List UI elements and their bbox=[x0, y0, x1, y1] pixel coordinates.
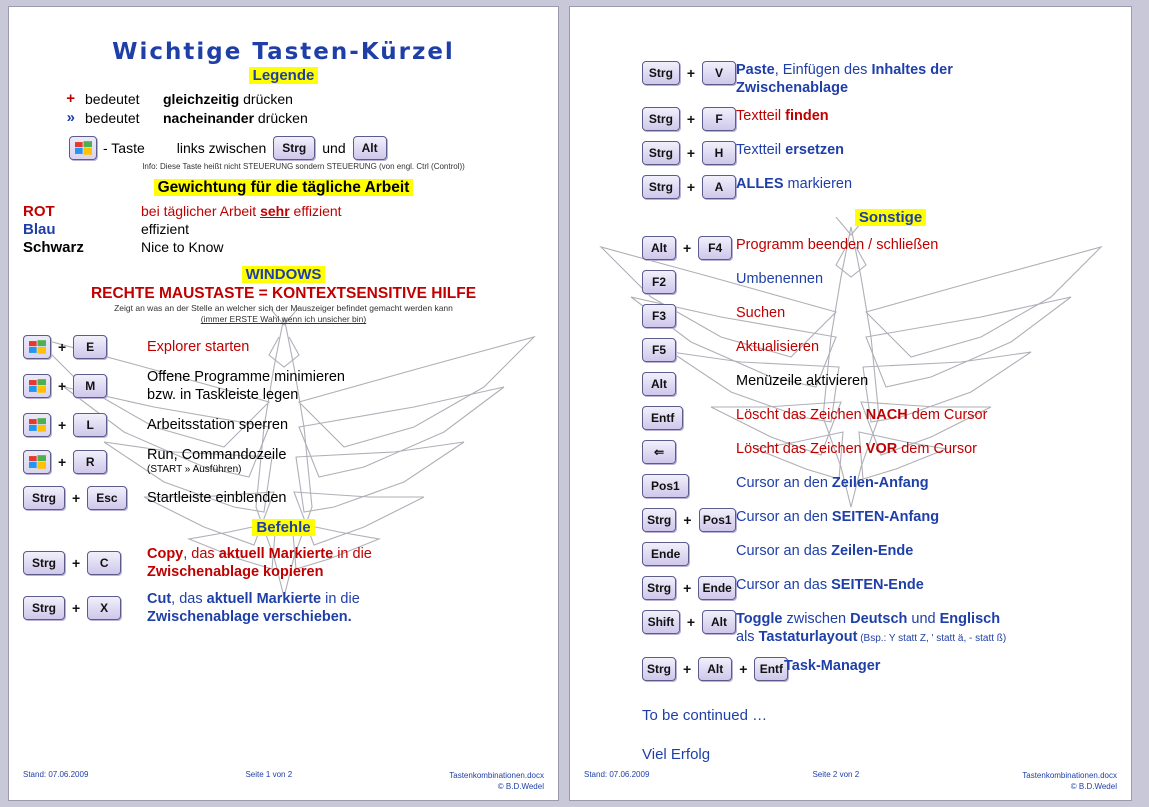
shortcut-row bbox=[584, 141, 1117, 165]
weighting-row bbox=[23, 203, 544, 220]
plus-sign: + bbox=[686, 179, 695, 196]
shortcut-description: Aktualisieren bbox=[736, 339, 820, 356]
weighting-label: Schwarz bbox=[23, 239, 84, 256]
shortcut-row bbox=[23, 446, 544, 477]
shortcut-row bbox=[584, 175, 1117, 199]
shortcut-description: Offene Programme minimieren bzw. in Taskleiste legen bbox=[147, 368, 345, 404]
shortcut-keys bbox=[584, 406, 736, 430]
other-section-heading: Sonstige bbox=[584, 209, 1117, 226]
shortcut-description: Run, Commandozeile (START » Ausführen) bbox=[147, 447, 287, 476]
shortcut-keys bbox=[23, 335, 147, 359]
footer-file: Tastenkombinationen.docx © B.D.Wedel bbox=[1022, 770, 1117, 791]
key-strg[interactable]: Strg bbox=[642, 61, 680, 85]
key-backspace[interactable]: ⇐ bbox=[642, 440, 676, 464]
shortcut-row bbox=[584, 338, 1117, 362]
key-r[interactable]: R bbox=[73, 450, 107, 474]
page-1 bbox=[8, 6, 559, 801]
key-x[interactable]: X bbox=[87, 596, 121, 620]
windows-key-note: Info: Diese Taste heißt nicht STEUERUNG sondern STEUERUNG (von engl. Ctrl (Control)) bbox=[142, 162, 465, 171]
shortcut-keys bbox=[23, 450, 147, 474]
toggle-description: Toggle zwischen Deutsch und Englisch als Tastaturlayout (Bsp.: Y statt Z, ' statt ä, - statt ß) bbox=[736, 611, 1007, 646]
legend-row bbox=[23, 90, 544, 107]
page-footer bbox=[23, 770, 544, 792]
shortcut-keys bbox=[584, 141, 736, 165]
shortcut-keys bbox=[584, 440, 736, 464]
key-alt[interactable]: Alt bbox=[642, 372, 676, 396]
shortcut-description: Textteil finden bbox=[736, 108, 829, 125]
windows-key-icon[interactable] bbox=[23, 335, 51, 359]
plus-sign: + bbox=[58, 417, 67, 434]
shortcut-row bbox=[23, 413, 544, 437]
shortcut-description: Cursor an das SEITEN-Ende bbox=[736, 577, 924, 594]
plus-sign: + bbox=[683, 512, 692, 529]
key-strg[interactable]: Strg bbox=[23, 486, 65, 510]
windows-key-icon[interactable] bbox=[23, 450, 51, 474]
key-e[interactable]: E bbox=[73, 335, 107, 359]
key-strg[interactable]: Strg bbox=[642, 175, 680, 199]
shortcut-keys bbox=[584, 657, 784, 681]
shortcut-keys bbox=[584, 338, 736, 362]
key-m[interactable]: M bbox=[73, 374, 107, 398]
legend-symbol: + bbox=[66, 90, 75, 107]
plus-sign: + bbox=[683, 240, 692, 257]
shortcut-row bbox=[584, 236, 1117, 260]
legend-word: bedeutet bbox=[85, 90, 140, 107]
key-v[interactable]: V bbox=[702, 61, 736, 85]
plus-sign: + bbox=[683, 660, 692, 677]
shortcut-keys bbox=[23, 486, 147, 510]
shortcut-keys bbox=[584, 236, 736, 260]
shortcut-row bbox=[584, 107, 1117, 131]
key-alt[interactable]: Alt bbox=[642, 236, 676, 260]
key-ende[interactable]: Ende bbox=[698, 576, 736, 600]
key-alt[interactable]: Alt bbox=[702, 610, 736, 634]
key-ende[interactable]: Ende bbox=[642, 542, 689, 566]
weighting-row bbox=[23, 221, 544, 238]
shortcut-row bbox=[584, 61, 1117, 97]
key-shift[interactable]: Shift bbox=[642, 610, 680, 634]
shortcut-keys bbox=[584, 508, 736, 532]
shortcut-row bbox=[584, 372, 1117, 396]
command-row bbox=[23, 545, 544, 581]
footer-date: Stand: 07.06.2009 bbox=[584, 769, 650, 779]
right-click-heading: RECHTE MAUSTASTE = KONTEXTSENSITIVE HILFE bbox=[90, 285, 477, 302]
plus-sign: + bbox=[72, 600, 81, 617]
plus-sign: + bbox=[686, 111, 695, 128]
weighting-text: Nice to Know bbox=[141, 239, 224, 255]
key-strg[interactable]: Strg bbox=[642, 107, 680, 131]
key-f2[interactable]: F2 bbox=[642, 270, 676, 294]
shortcut-row bbox=[584, 508, 1117, 532]
legend-symbol: » bbox=[66, 109, 75, 126]
shortcut-description: Löscht das Zeichen VOR dem Cursor bbox=[736, 441, 977, 458]
commands-heading: Befehle bbox=[23, 519, 544, 536]
closing-text: Viel Erfolg bbox=[642, 745, 711, 763]
plus-sign: + bbox=[72, 489, 81, 506]
windows-key-position: links zwischen Strg und Alt bbox=[177, 136, 387, 160]
key-esc[interactable]: Esc bbox=[87, 486, 126, 510]
windows-key-label: - Taste bbox=[103, 140, 145, 156]
shortcut-keys bbox=[584, 304, 736, 328]
shortcut-row bbox=[584, 542, 1117, 566]
shortcut-subnote: (START » Ausführen) bbox=[147, 464, 242, 476]
plus-sign: + bbox=[58, 338, 67, 355]
right-click-note: Zeigt an was an der Stelle an welcher sich der Mauszeiger befindet gemacht werden kann (immer ERSTE Wahl wenn ich unsicher bin) bbox=[114, 303, 453, 325]
shortcut-keys bbox=[584, 576, 736, 600]
key-f5[interactable]: F5 bbox=[642, 338, 676, 362]
plus-sign: + bbox=[686, 145, 695, 162]
to-be-continued-text: To be continued … bbox=[642, 706, 768, 724]
shortcut-keys bbox=[584, 175, 736, 199]
footer-file: Tastenkombinationen.docx © B.D.Wedel bbox=[449, 770, 544, 791]
shortcut-keys bbox=[23, 596, 147, 620]
key-alt: Alt bbox=[353, 136, 387, 160]
shortcut-row bbox=[23, 486, 544, 510]
key-pos1[interactable]: Pos1 bbox=[642, 474, 689, 498]
footer-date: Stand: 07.06.2009 bbox=[23, 769, 89, 779]
key-entf[interactable]: Entf bbox=[642, 406, 683, 430]
weighting-row bbox=[23, 239, 544, 256]
key-c[interactable]: C bbox=[87, 551, 121, 575]
shortcut-description: Startleiste einblenden bbox=[147, 489, 287, 506]
shortcut-description: ALLES markieren bbox=[736, 176, 853, 193]
shortcut-row bbox=[584, 440, 1117, 464]
shortcut-keys bbox=[584, 270, 736, 294]
windows-key-icon bbox=[69, 136, 97, 160]
shortcut-keys bbox=[584, 372, 736, 396]
page-footer bbox=[584, 770, 1117, 792]
shortcut-description: Textteil ersetzen bbox=[736, 142, 845, 159]
plus-sign: + bbox=[683, 580, 692, 597]
shortcut-row bbox=[584, 576, 1117, 600]
plus-sign: + bbox=[58, 378, 67, 395]
shortcut-keys bbox=[23, 374, 147, 398]
windows-key-icon[interactable] bbox=[23, 374, 51, 398]
key-h[interactable]: H bbox=[702, 141, 736, 165]
shortcut-description: Umbenennen bbox=[736, 271, 824, 288]
taskmanager-label: Task-Manager bbox=[784, 657, 881, 674]
key-strg[interactable]: Strg bbox=[642, 657, 676, 681]
windows-key-icon[interactable] bbox=[23, 413, 51, 437]
key-alt[interactable]: Alt bbox=[698, 657, 732, 681]
key-f3[interactable]: F3 bbox=[642, 304, 676, 328]
shortcut-row bbox=[584, 474, 1117, 498]
shortcut-description: Explorer starten bbox=[147, 338, 250, 355]
shortcut-description: Cursor an den Zeilen-Anfang bbox=[736, 475, 929, 492]
key-strg[interactable]: Strg bbox=[23, 596, 65, 620]
weighting-text: effizient bbox=[141, 221, 189, 237]
shortcut-row bbox=[584, 406, 1117, 430]
key-strg: Strg bbox=[273, 136, 315, 160]
key-strg[interactable]: Strg bbox=[642, 141, 680, 165]
plus-sign: + bbox=[686, 65, 695, 81]
footer-page: Seite 2 von 2 bbox=[812, 769, 860, 779]
shortcut-row bbox=[23, 368, 544, 404]
key-strg[interactable]: Strg bbox=[642, 576, 676, 600]
shortcut-description: Cursor an den SEITEN-Anfang bbox=[736, 509, 940, 526]
shortcut-row bbox=[23, 335, 544, 359]
shortcut-keys bbox=[23, 413, 147, 437]
shortcut-description: Menüzeile aktivieren bbox=[736, 373, 869, 390]
shortcut-description: Arbeitsstation sperren bbox=[147, 417, 289, 434]
page-title: Wichtige Tasten-Kürzel bbox=[112, 39, 455, 65]
shortcut-keys bbox=[23, 551, 147, 575]
shortcut-row bbox=[584, 270, 1117, 294]
command-description: Copy, das aktuell Markierte in die Zwischenablage kopieren bbox=[147, 545, 372, 580]
windows-section-heading: WINDOWS bbox=[23, 266, 544, 283]
shortcut-keys bbox=[584, 474, 736, 498]
key-pos1[interactable]: Pos1 bbox=[699, 508, 737, 532]
key-strg[interactable]: Strg bbox=[23, 551, 65, 575]
weighting-heading: Gewichtung für die tägliche Arbeit bbox=[23, 179, 544, 197]
weighting-text: bei täglicher Arbeit sehr effizient bbox=[141, 203, 342, 219]
legend-word: bedeutet bbox=[85, 109, 140, 126]
shortcut-keys bbox=[584, 542, 736, 566]
shortcut-description: Suchen bbox=[736, 305, 786, 322]
command-description: Cut, das aktuell Markierte in die Zwischenablage verschieben. bbox=[147, 591, 360, 626]
plus-sign: + bbox=[686, 614, 695, 631]
command-row bbox=[23, 590, 544, 626]
shortcut-description: Paste, Einfügen des Inhaltes der Zwischenablage bbox=[736, 62, 953, 97]
plus-sign: + bbox=[739, 660, 748, 677]
shortcut-keys bbox=[584, 107, 736, 131]
key-f4[interactable]: F4 bbox=[698, 236, 732, 260]
page-2 bbox=[569, 6, 1132, 801]
weighting-label: Blau bbox=[23, 221, 56, 238]
legend-value: nacheinander drücken bbox=[163, 109, 308, 126]
legend-heading: Legende bbox=[23, 67, 544, 84]
key-f[interactable]: F bbox=[702, 107, 736, 131]
key-entf[interactable]: Entf bbox=[754, 657, 788, 681]
key-a[interactable]: A bbox=[702, 175, 736, 199]
shortcut-description: Löscht das Zeichen NACH dem Cursor bbox=[736, 407, 988, 424]
shortcut-keys bbox=[584, 610, 736, 634]
legend-value: gleichzeitig drücken bbox=[163, 90, 293, 107]
key-strg[interactable]: Strg bbox=[642, 508, 676, 532]
shortcut-row bbox=[584, 304, 1117, 328]
shortcut-keys bbox=[584, 61, 736, 85]
toggle-row bbox=[584, 610, 1117, 646]
weighting-label: ROT bbox=[23, 203, 55, 220]
shortcut-description: Programm beenden / schließen bbox=[736, 237, 939, 254]
windows-key-explanation bbox=[69, 136, 544, 160]
footer-page: Seite 1 von 2 bbox=[245, 769, 293, 779]
taskmanager-row bbox=[584, 657, 1117, 681]
shortcut-description: Cursor an das Zeilen-Ende bbox=[736, 543, 914, 560]
legend-row bbox=[23, 109, 544, 126]
plus-sign: + bbox=[58, 453, 67, 470]
plus-sign: + bbox=[72, 554, 81, 571]
key-l[interactable]: L bbox=[73, 413, 107, 437]
